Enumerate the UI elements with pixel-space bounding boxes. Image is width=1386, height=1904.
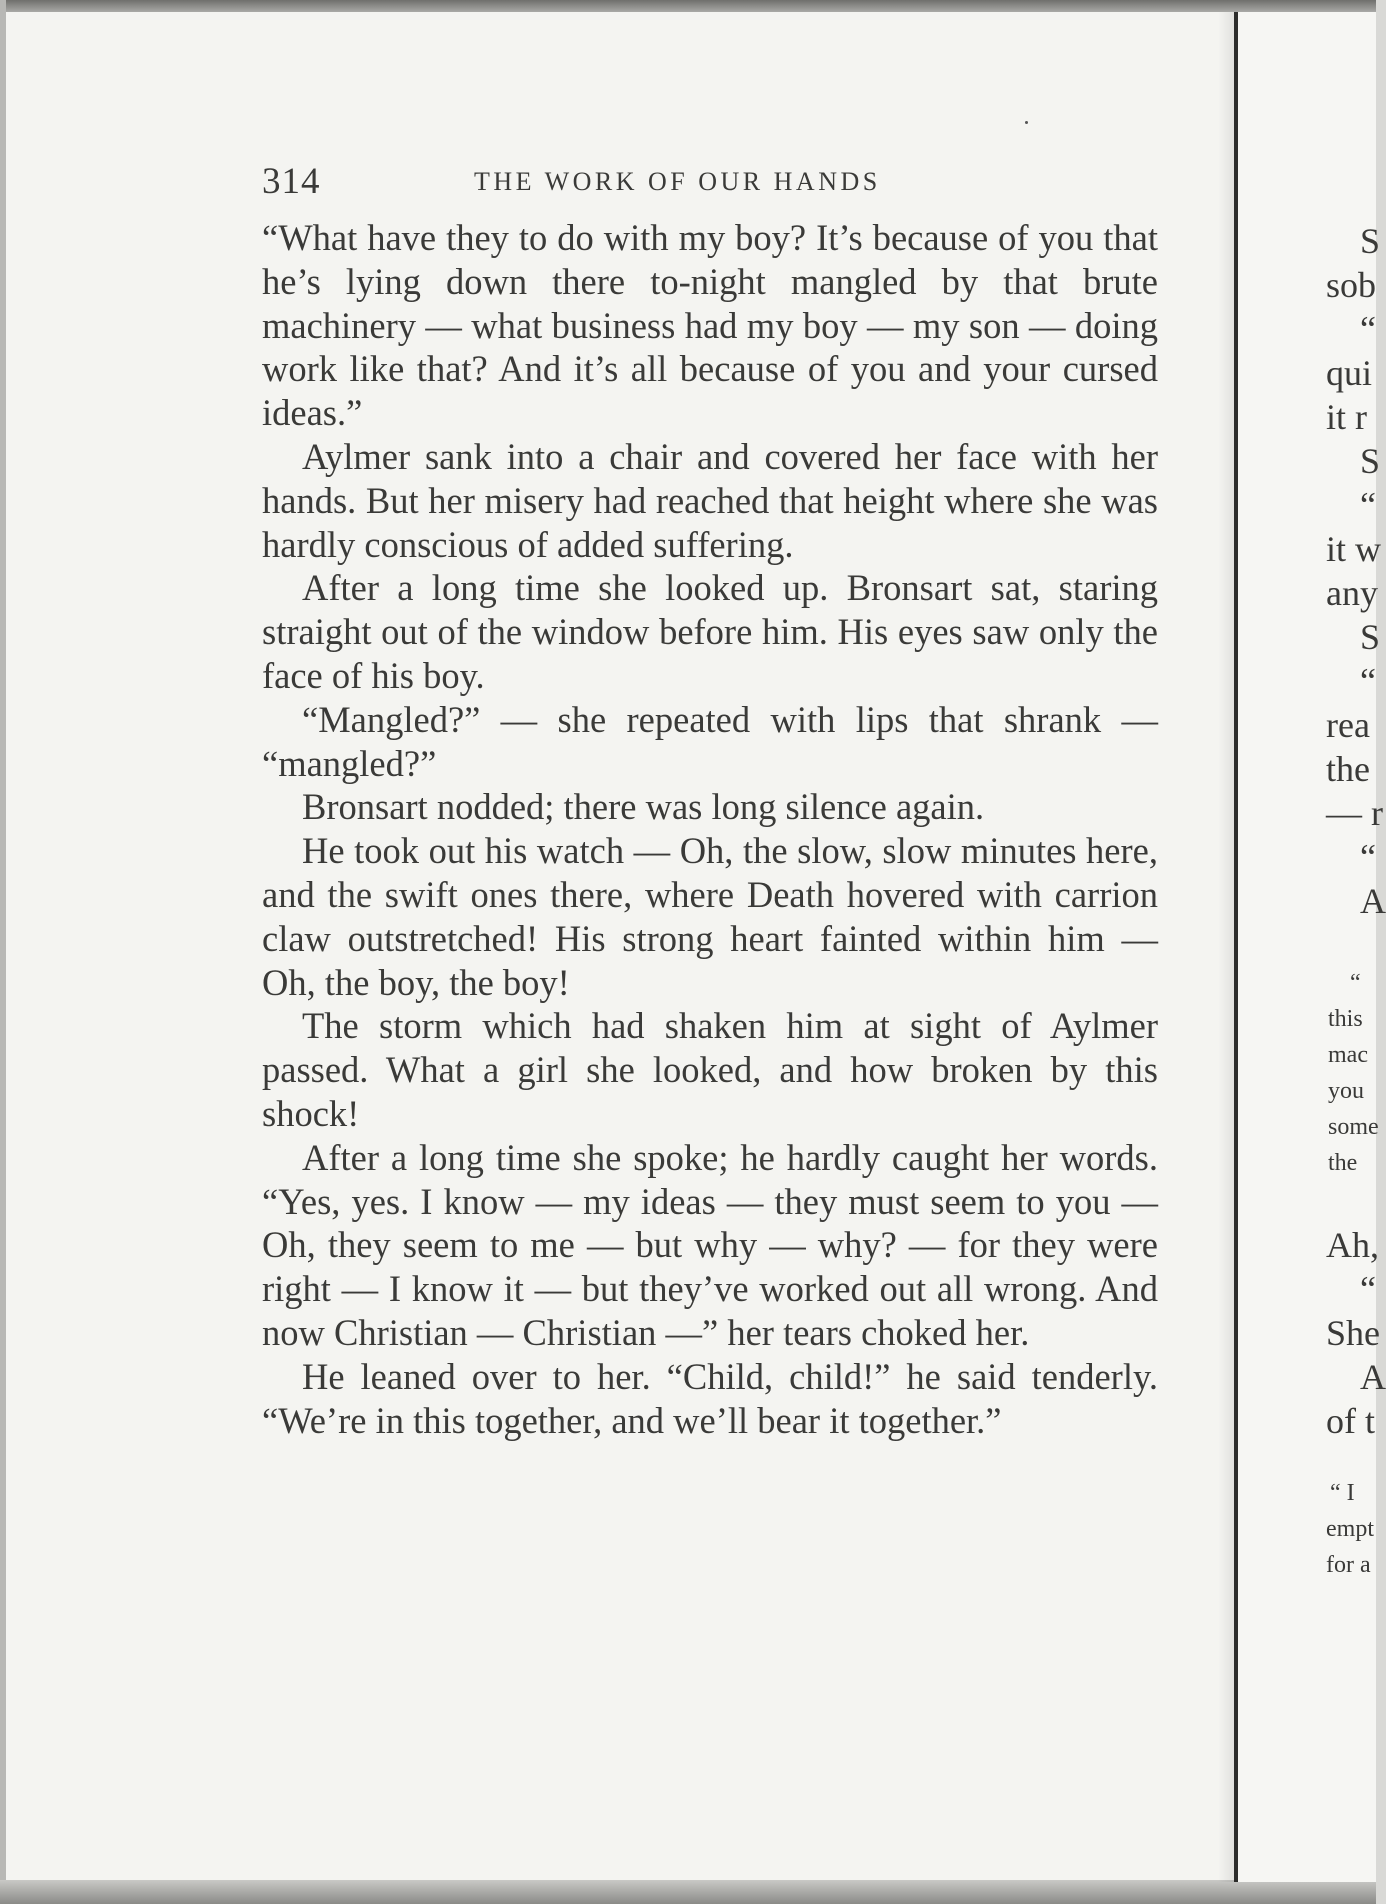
facing-page-text: A (1360, 1357, 1386, 1397)
facing-page-text: it r (1326, 397, 1367, 437)
gutter-shadow (1218, 12, 1234, 1882)
scan-bottom-edge (0, 1880, 1376, 1904)
facing-page-text: any (1326, 573, 1378, 613)
paragraph (262, 566, 1158, 697)
facing-page-text: S (1360, 221, 1381, 261)
body-text (262, 216, 1158, 1442)
facing-page-text: qui (1326, 353, 1373, 393)
paragraph-text: “Mangled?” — she repeated with lips that shrank — “mangled?” (262, 698, 1158, 784)
facing-page-text: “ (1360, 309, 1376, 349)
facing-page-text: sob (1326, 265, 1377, 305)
facing-page-text: you (1328, 1078, 1364, 1104)
facing-page-text: mac (1328, 1042, 1368, 1068)
page-header (262, 160, 1162, 204)
paragraph (262, 1136, 1158, 1355)
paragraph-text: Aylmer sank into a chair and covered her face with her hands. But her misery had reached that height where she was hardly conscious of added suffering. (262, 435, 1158, 565)
facing-page-text: empt (1326, 1516, 1374, 1542)
facing-page-text: rea (1326, 705, 1370, 745)
facing-page-text: S (1360, 617, 1381, 657)
paragraph (262, 785, 1158, 829)
facing-page-text: the (1328, 1150, 1358, 1176)
facing-page-text: “ I (1330, 1480, 1355, 1506)
scan-top-edge (0, 0, 1376, 12)
facing-page-text: “ (1360, 661, 1376, 701)
dust-speck (1025, 121, 1028, 124)
paragraph-text: After a long time she looked up. Bronsart sat, staring straight out of the window before him. His eyes saw only the face of his boy. (262, 567, 1158, 696)
facing-page-text: S (1360, 441, 1381, 481)
facing-page-text: “ (1360, 837, 1376, 877)
paragraph (262, 698, 1158, 786)
paragraph (262, 829, 1158, 1004)
facing-page-text: the (1326, 749, 1370, 789)
facing-page-text: She (1326, 1313, 1380, 1353)
paragraph-text: Bronsart nodded; there was long silence again. (302, 786, 985, 828)
facing-page-text: “ (1350, 970, 1361, 996)
facing-page-fragment (1238, 12, 1386, 1882)
facing-page-text: “ (1360, 485, 1376, 525)
facing-page-text: A (1360, 881, 1386, 921)
paragraph-text: He leaned over to her. “Child, child!” he said tenderly. “We’re in this together, and we’ll bear it together.” (262, 1355, 1158, 1441)
paragraph (262, 1004, 1158, 1135)
paragraph-text: “What have they to do with my boy? It’s because of you that he’s lying down there to-night mangled by that brute machinery — what business had my boy — my son — doing work like that? And it’s all because of you and your cursed ideas.” (262, 217, 1158, 434)
paragraph-text: The storm which had shaken him at sight of Aylmer passed. What a girl she looked, and how broken by this shock! (262, 1005, 1158, 1134)
paragraph-text: He took out his watch — Oh, the slow, slow minutes here, and the swift ones there, where Death hovered with carrion claw outstretched! His strong heart fainted within him — Oh, the boy, the boy! (262, 830, 1158, 1003)
facing-page-text: Ah, (1326, 1225, 1379, 1265)
facing-page-text: “ (1360, 1269, 1376, 1309)
facing-page-text: it w (1326, 529, 1382, 569)
paragraph-text: After a long time she spoke; he hardly caught her words. “Yes, yes. I know — my ideas — they must seem to you — Oh, they seem to me — but why — why? — for they were right — I know it — but they’ve worked out all wrong. And now Christian — Christian —” her tears choked her. (262, 1136, 1158, 1353)
page-number: 314 (262, 161, 321, 202)
paragraph (262, 216, 1158, 435)
facing-page-text: some (1328, 1114, 1379, 1140)
facing-page-text: — r (1326, 793, 1383, 833)
facing-page-text: for a (1326, 1552, 1371, 1578)
paragraph (262, 1355, 1158, 1443)
running-head: THE WORK OF OUR HANDS (474, 167, 881, 196)
facing-page-text: this (1328, 1006, 1363, 1032)
paragraph (262, 435, 1158, 566)
scan-left-edge (0, 0, 6, 1904)
facing-page-text: of t (1326, 1401, 1375, 1441)
